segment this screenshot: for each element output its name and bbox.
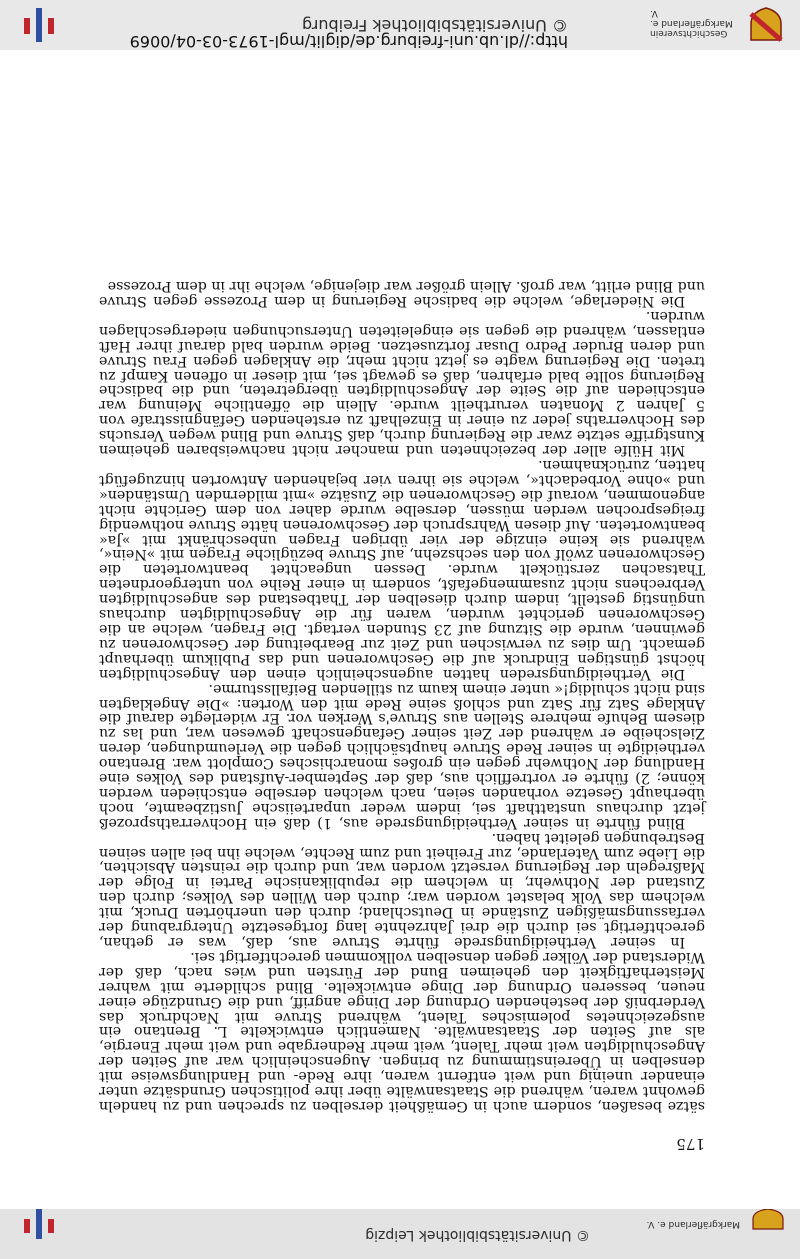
paragraph: Blind führte in seiner Vertheidigungsrede aus, 1) daß ein Hochverrathsprozeß jetzt durchaus unstatthaft sei, indem weder unparteiische Justizbeamte, noch überhaupt Gesetze vorhanden seien, nach welchen derselbe entschieden werden könne; 2) führte er vortrefflich aus, daß der September-Aufstand des Volkes eine Handlung der Nothwehr gegen ein großes monarchisches Complott war. Brentano vertheidigte in seiner Rede Struve hauptsächlich gegen die Verleumdungen, deren Zielscheibe er während der Zeit seiner Gefangenschaft gewesen war, und las zu diesem Behufe mehrere Stellen aus Struve's Werken vor. Er widerlegte darauf die Anklage Satz für Satz und schloß seine Rede mit den Worten: »Die Angeklagten sind nicht schuldig!« unter einem kaum zu stillenden Beifallssturme. xyxy=(99,680,705,831)
header-bar xyxy=(0,1209,800,1259)
paragraph: In seiner Vertheidigungsrede führte Struve aus, daß, was er gethan, gerechtfertigt sei durch die drei Jahrzehnte lang fortgesetzte Untergrabung der verfassungsmäßigen Zustände in Deutschland; durch den unerhörten Druck, mit welchem das Volk belastet worden war; durch den Willen des Volkes; durch den Zustand der Nothwehr, in welchem die republikanische Partei in Folge der Maßregeln der Regierung versetzt worden war, und durch die reinsten Absichten, die Liebe zum Vaterlande, zur Freiheit und zum Rechte, welche ihn bei allen seinen Bestrebungen geleitet haben. xyxy=(99,829,705,951)
paragraph: sätze besaßen, sondern auch in Gemäßheit derselben zu sprechen und zu handeln gewohnt waren, während die Staatsanwälte über ihre politischen Grundsätze unter einander uneinig und weit entfernt waren, ihre Rede- und Handlungsweise mit denselben in Übereinstimmung zu bringen. Augenscheinlich war auf Seiten der Angeschuldigten weit mehr Talent, weit mehr Rednergabe und weit mehr Energie, als auf Seiten der Staatsanwälte. Namentlich entwickelte L. Brentano ein ausgezeichnetes polemisches Talent, während Struve mit Nachdruck das Verderbniß der bestehenden Ordnung der Dinge angriff, und die Grundzüge einer neuen, besseren Ordnung der Dinge entwickelte. Blind schilderte mit wahrer Meisterhaftigkeit den geheimen Bund der Fürsten und wies nach, daß der Widerstand der Völker gegen denselben vollkommen gerechtfertigt sei. xyxy=(99,948,705,1114)
footer-copyright: © Universitätsbibliothek Freiburg xyxy=(301,16,568,35)
header-caption: © Universitätsbibliothek Leipzig xyxy=(365,1227,590,1243)
book-page xyxy=(95,83,705,1153)
header-org: Markgräflerland e. V. xyxy=(646,1219,740,1229)
society-crest-small-icon xyxy=(751,1209,785,1231)
footer-url[interactable]: http://dl.ub.uni-freiburg.de/diglit/mgl-1973-03-04/0069 xyxy=(129,32,568,51)
university-logo-small-icon xyxy=(20,1209,58,1239)
page-body-text xyxy=(99,278,705,1113)
footer-bar xyxy=(0,0,800,50)
paragraph: Die Vertheidigungsreden hatten augenscheinlich einen den Angeschuldigten höchst günstigen Eindruck auf die Geschworenen und das Publikum überhaupt gemacht. Um dies zu verwischen und Zeit zur Bearbeitung der Geschworenen zu gewinnen, wurde die Sitzung auf 23 Stunden vertagt. Die Fragen, welche an die Geschworenen gerichtet wurden, waren für die Angeschuldigten durchaus ungünstig gestellt, indem durch dieselben der Thatbestand des angeschuldigten Verbrechens nicht zusammengefaßt, sondern in einer Reihe von untergeordneten Thatsachen zerstückelt wurde. Dessen ungeachtet beantworteten die Geschworenen zwölf von den sechszehn, auf Struve bezügliche Fragen mit »Nein«, während sie keine einzige der vier übrigen Fragen unbeschränkt mit »Ja« beantworteten. Auf diesen Wahrspruch der Geschworenen hätte Struve nothwendig freigesprochen werden müssen, derselbe wurde daher von dem Gerichte nicht angenommen, worauf die Geschworenen die Zusätze »mit mildernden Umständen« und »ohne Vorbedacht«, welche sie ihren vier bejahenden Antworten hinzugefügt hatten, zurücknahmen. xyxy=(99,457,705,682)
paragraph: Die Niederlage, welche die badische Regierung in dem Prozesse gegen Struve und Blind erlitt, war groß. Allein größer war diejenige, welche ihr in dem Prozesse xyxy=(99,278,705,310)
paragraph: Mit Hülfe aller der bezeichneten und mancher nicht nachweisbaren geheimen Kunstgriffe setzte zwar die Regierung durch, daß Struve und Blind wegen Versuchs des Hochverraths jeder zu einer in Einzelhaft zu erstehenden Gefängnisstrafe von 5 Jahren 2 Monaten verurtheilt wurde. Allein die öffentliche Meinung war entschieden auf die Seite der Angeschuldigten übergetreten, und die badische Regierung sollte bald erfahren, daß es gewagt sei, mit dieser in offenen Kampf zu treten. Die Regierung wagte es jetzt nicht mehr, die Anklagen gegen Frau Struve und deren Bruder Pedro Dusar fortzusetzen. Beide wurden bald darauf ihrer Haft entlassen, während die gegen sie eingeleiteten Untersuchungen niedergeschlagen wurden. xyxy=(99,307,705,459)
university-logo-icon xyxy=(20,6,58,44)
society-crest-icon xyxy=(747,6,785,44)
society-name: Geschichtsverein Markgräflerland e. V. xyxy=(650,8,733,38)
page-number: 175 xyxy=(676,1135,705,1153)
